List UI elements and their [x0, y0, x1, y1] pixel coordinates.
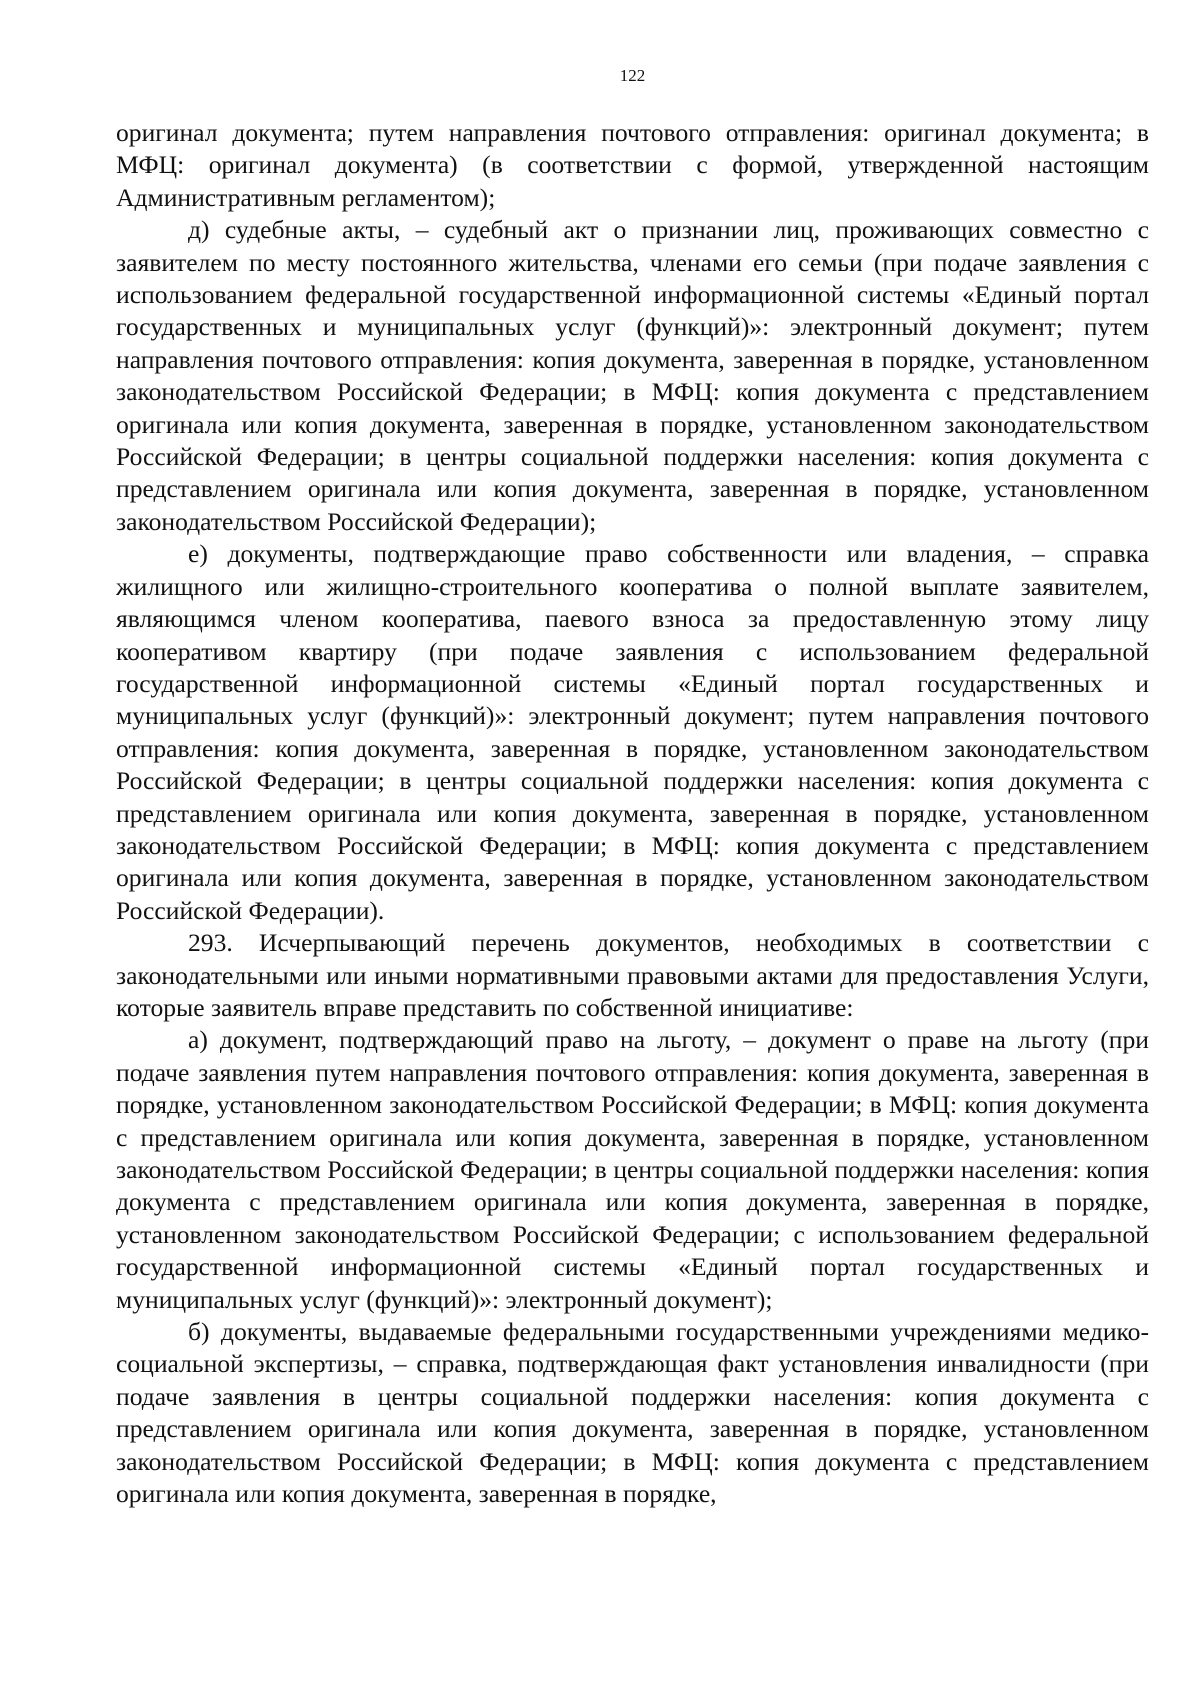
paragraph-item-b: б) документы, выдаваемые федеральными государственными учреждениями медико-социальной экспертизы, – справка, подтверждающая факт установления инвалидности (при подаче заявления в центры социальной поддержки населения: копия документа с представлением оригинала или копия документа, заверенная в порядке, установленном законодательством Российской Федерации; в МФЦ: копия документа с представлением оригинала или копия документа, заверенная в порядке, — [116, 1317, 1149, 1509]
page-number: 122 — [619, 66, 646, 85]
paragraph-section-293: 293. Исчерпывающий перечень документов, необходимых в соответствии с законодательными или иными нормативными правовыми актами для предоставления Услуги, которые заявитель вправе представить по собственной инициативе: — [116, 928, 1149, 1022]
paragraph-item-a: а) документ, подтверждающий право на льготу, – документ о праве на льготу (при подаче заявления путем направления почтового отправления: копия документа, заверенная в порядке, установленном законодательством Российской Федерации; в МФЦ: копия документа с представлением оригинала или копия документа, заверенная в порядке, установленном законодательством Российской Федерации; в центры социальной поддержки населения: копия документа с представлением оригинала или копия документа, заверенная в порядке, установленном законодательством Российской Федерации; с использованием федеральной государственной информационной системы «Единый портал государственных и муниципальных услуг (функций)»: электронный документ); — [116, 1025, 1149, 1314]
document-body — [116, 117, 1149, 1510]
paragraph-continuation: оригинал документа; путем направления почтового отправления: оригинал документа; в МФЦ: оригинал документа) (в соответствии с формой, утвержденной настоящим Административным регламентом); — [116, 118, 1149, 212]
paragraph-item-e: е) документы, подтверждающие право собственности или владения, – справка жилищного или жилищно-строительного кооператива о полной выплате заявителем, являющимся членом кооператива, паевого взноса за предоставленную этому лицу кооперативом квартиру (при подаче заявления с использованием федеральной государственной информационной системы «Единый портал государственных и муниципальных услуг (функций)»: электронный документ; путем направления почтового отправления: копия документа, заверенная в порядке, установленном законодательством Российской Федерации; в центры социальной поддержки населения: копия документа с представлением оригинала или копия документа, заверенная в порядке, установленном законодательством Российской Федерации; в МФЦ: копия документа с представлением оригинала или копия документа, заверенная в порядке, установленном законодательством Российской Федерации). — [116, 539, 1149, 925]
paragraph-item-d: д) судебные акты, – судебный акт о признании лиц, проживающих совместно с заявителем по месту постоянного жительства, членами его семьи (при подаче заявления с использованием федеральной государственной информационной системы «Единый портал государственных и муниципальных услуг (функций)»: электронный документ; путем направления почтового отправления: копия документа, заверенная в порядке, установленном законодательством Российской Федерации; в МФЦ: копия документа с представлением оригинала или копия документа, заверенная в порядке, установленном законодательством Российской Федерации; в центры социальной поддержки населения: копия документа с представлением оригинала или копия документа, заверенная в порядке, установленном законодательством Российской Федерации); — [116, 215, 1149, 536]
